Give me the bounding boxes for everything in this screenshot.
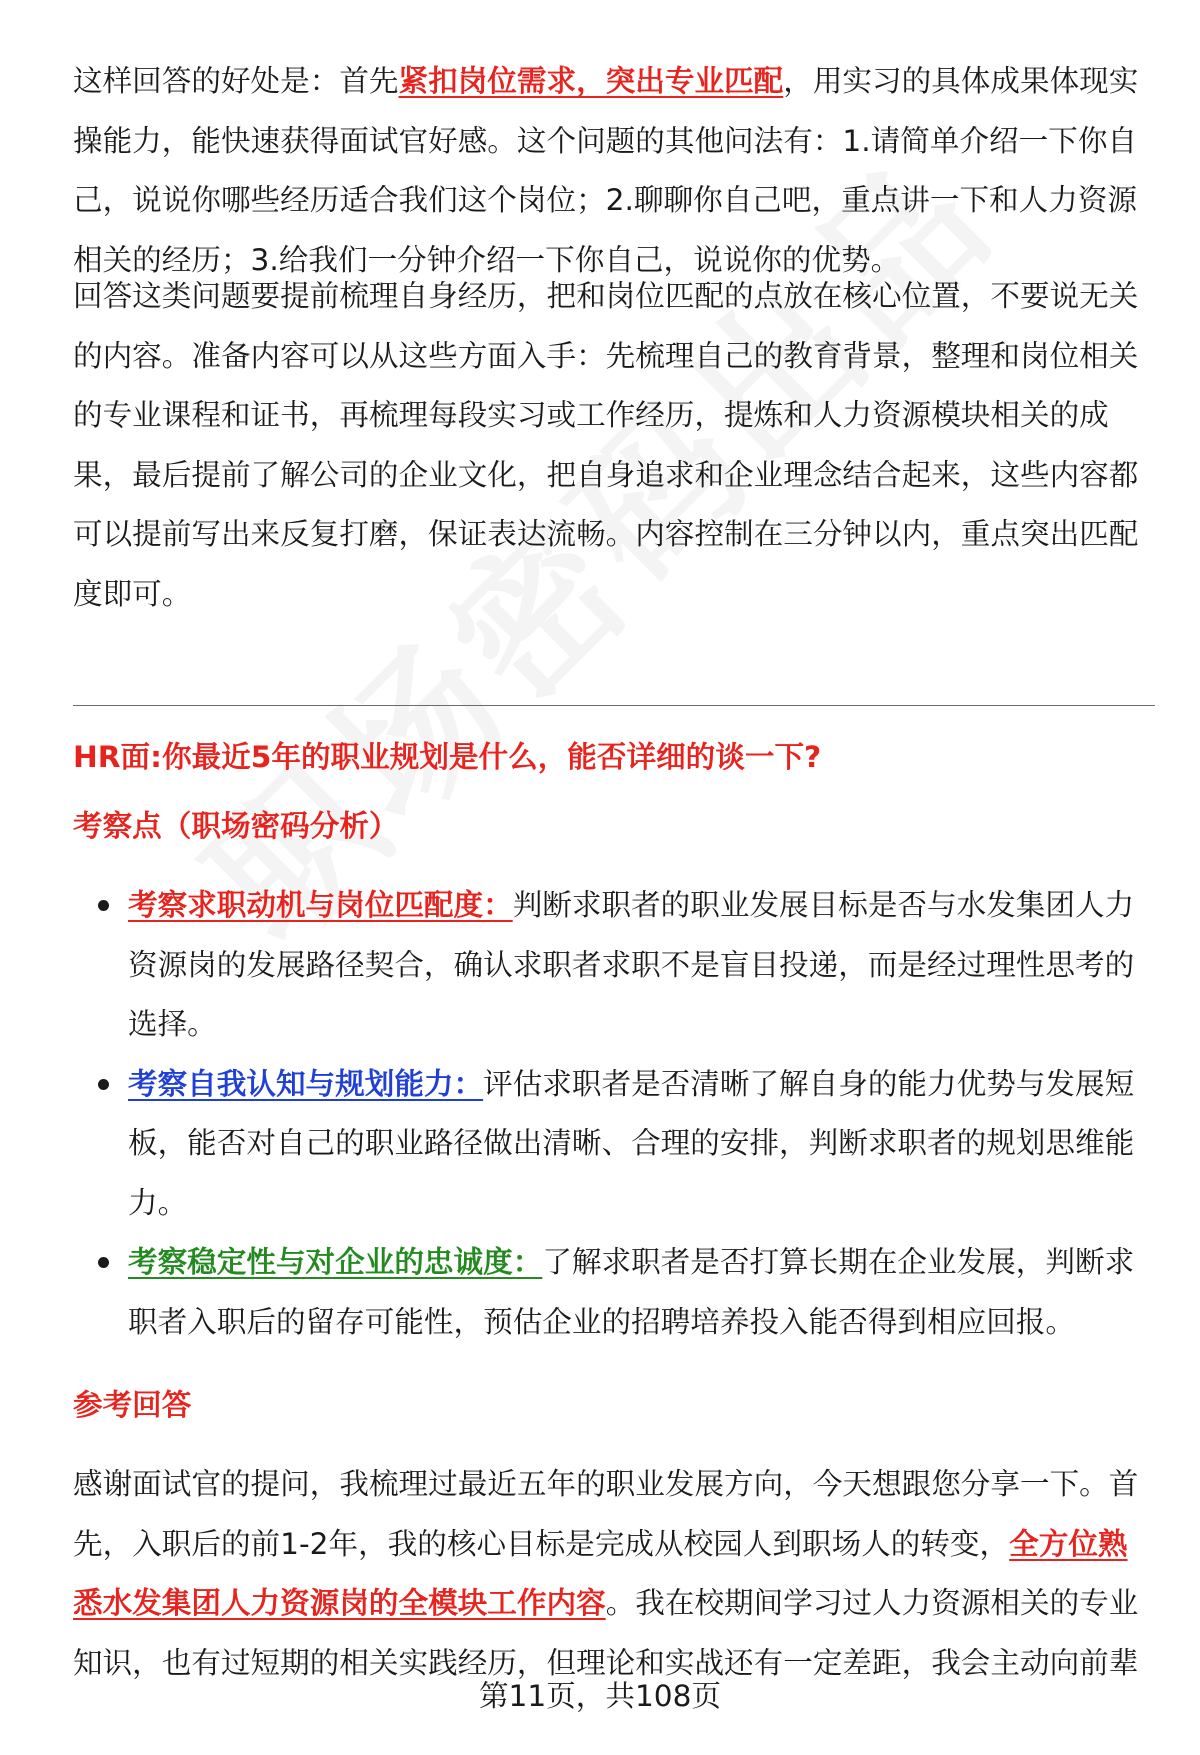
bullet-icon <box>98 1079 109 1090</box>
answer-text-a: 感谢面试官的提问，我梳理过最近五年的职业发展方向，今天想跟您分享一下。首先，入职后的前1-2年，我的核心目标是完成从校园人到职场人的转变， <box>73 1467 1139 1561</box>
point-text: 判断求职者的职业发展目标是否与水发集团人力资源岗的发展路径契合，确认求职者求职不是盲目投递，而是经过理性思考的选择。 <box>128 888 1135 1041</box>
intro-paragraph-1 <box>73 52 1151 290</box>
point-text: 评估求职者是否清晰了解自身的能力优势与发展短板，能否对自己的职业路径做出清晰、合理的安排，判断求职者的规划思维能力。 <box>128 1066 1135 1220</box>
point-label: 考察稳定性与对企业的忠诚度： <box>128 1245 543 1279</box>
answer-heading: 参考回答 <box>73 1388 192 1422</box>
bullet-icon <box>98 900 109 911</box>
page-number: 第11页，共108页 <box>478 1679 722 1713</box>
intro-text-b: ，用实习的具体成果体现实操能力，能快速获得面试官好感。这个问题的其他问法有：1.请简单介绍一下你自己，说说你哪些经历适合我们这个岗位；2.聊聊你自己吧，重点讲一下和人力资源相关的经历；3.给我们一分钟介绍一下你自己，说说你的优势。 <box>73 64 1139 277</box>
analysis-points <box>73 876 1153 1352</box>
analysis-point <box>73 876 1153 1055</box>
analysis-point <box>73 1233 1153 1352</box>
analysis-point <box>73 1055 1153 1234</box>
answer-text-b: 。我在校期间学习过人力资源相关的专业知识，也有过短期的相关实践经历，但理论和实战还有一定差距，我会主动向前辈 <box>73 1586 1139 1680</box>
answer-highlight: 全方位熟悉水发集团人力资源岗的全模块工作内容 <box>73 1526 1128 1620</box>
point-text: 了解求职者是否打算长期在企业发展，判断求职者入职后的留存可能性，预估企业的招聘培养投入能否得到相应回报。 <box>128 1245 1135 1339</box>
point-label: 考察自我认知与规划能力： <box>128 1066 484 1101</box>
answer-paragraph <box>73 1455 1151 1693</box>
intro-highlight: 紧扣岗位需求，突出专业匹配 <box>398 64 784 98</box>
question-title: HR面:你最近5年的职业规划是什么，能否详细的谈一下? <box>73 740 822 774</box>
bullet-icon <box>98 1257 109 1268</box>
analysis-heading: 考察点（职场密码分析） <box>73 809 399 843</box>
point-label: 考察求职动机与岗位匹配度： <box>128 888 513 922</box>
intro-text-a: 这样回答的好处是：首先 <box>73 64 399 98</box>
intro-paragraph-2: 回答这类问题要提前梳理自身经历，把和岗位匹配的点放在核心位置，不要说无关的内容。准备内容可以从这些方面入手：先梳理自己的教育背景，整理和岗位相关的专业课程和证书，再梳理每段实习或工作经历，提炼和人力资源模块相关的成果，最后提前了解公司的企业文化，把自身追求和企业理念结合起来，这些内容都可以提前写出来反复打磨，保证表达流畅。内容控制在三分钟以内，重点突出匹配度即可。 <box>73 279 1139 611</box>
section-divider <box>73 705 1155 706</box>
